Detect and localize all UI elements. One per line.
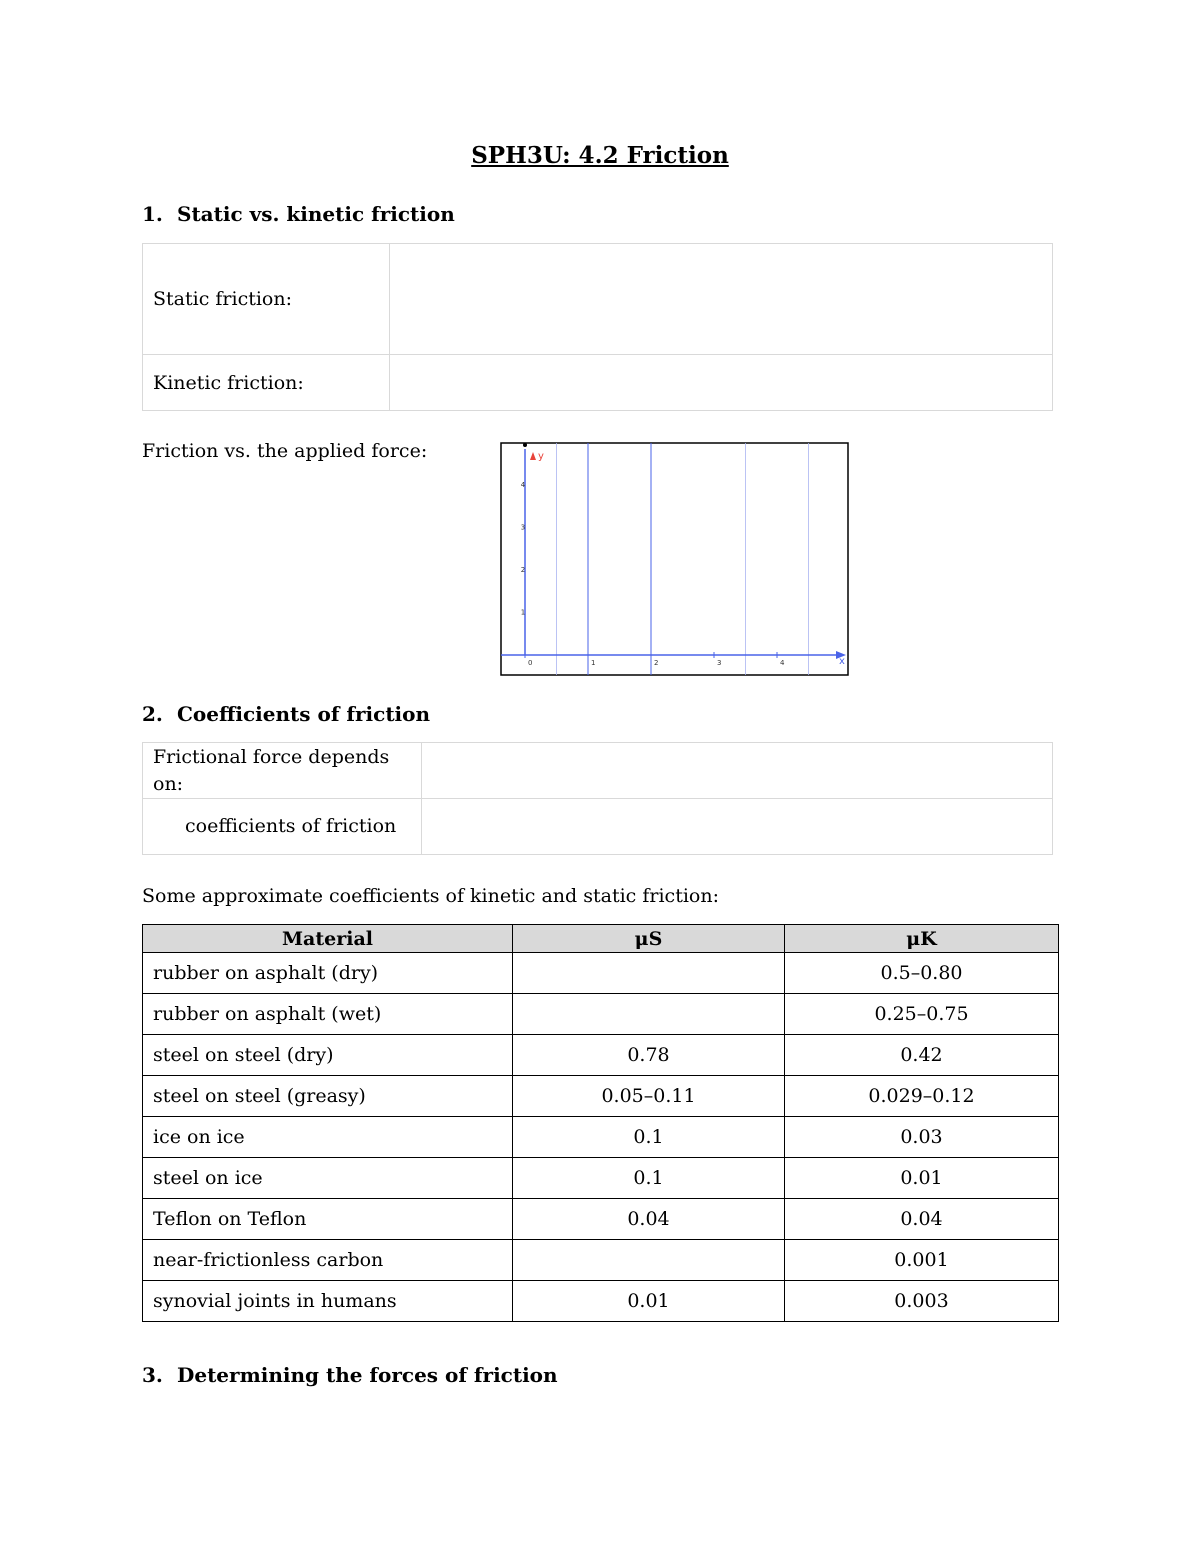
section-number: 3. (142, 1363, 163, 1387)
static-kinetic-table (142, 243, 1053, 411)
material-cell: ice on ice (143, 1117, 513, 1158)
mu-k-cell: 0.001 (785, 1240, 1059, 1281)
depends-on-answer[interactable] (422, 743, 1053, 799)
table-row (143, 953, 1059, 994)
mu-s-cell (513, 1240, 785, 1281)
coefficients-answer[interactable] (422, 799, 1053, 855)
x-tick-label: 2 (654, 659, 659, 667)
table-row (143, 743, 1053, 799)
friction-vs-applied-force-graph (500, 440, 850, 678)
mu-s-cell: 0.78 (513, 1035, 785, 1076)
y-tick-label: 4 (520, 481, 526, 489)
coefficients-label: coefficients of friction (143, 799, 422, 855)
material-cell: near-frictionless carbon (143, 1240, 513, 1281)
table-header-row (143, 925, 1059, 953)
kinetic-friction-answer[interactable] (390, 355, 1053, 411)
table-row (143, 799, 1053, 855)
material-cell: steel on steel (dry) (143, 1035, 513, 1076)
mu-s-cell: 0.05–0.11 (513, 1076, 785, 1117)
table-row (143, 1199, 1059, 1240)
y-tick-label: 2 (520, 566, 526, 574)
section-heading-3 (142, 1363, 558, 1387)
table-row (143, 1117, 1059, 1158)
section-number: 1. (142, 202, 163, 226)
coefficients-table-body (143, 953, 1059, 1322)
page-title: SPH3U: 4.2 Friction (471, 142, 729, 169)
coefficients-table (142, 924, 1059, 1322)
y-axis-label: y (538, 451, 544, 462)
mu-k-cell: 0.42 (785, 1035, 1059, 1076)
graph-frame (501, 443, 848, 675)
material-cell: Teflon on Teflon (143, 1199, 513, 1240)
x-tick-label: 3 (717, 659, 722, 667)
section-heading-1 (142, 202, 455, 226)
y-axis-label-arrow (530, 452, 536, 460)
table-row (143, 1281, 1059, 1322)
mu-k-cell: 0.003 (785, 1281, 1059, 1322)
table-row (143, 1240, 1059, 1281)
column-header-mu-s: μS (513, 925, 785, 953)
material-cell: steel on ice (143, 1158, 513, 1199)
table-row (143, 994, 1059, 1035)
mu-k-cell: 0.04 (785, 1199, 1059, 1240)
mu-k-cell: 0.01 (785, 1158, 1059, 1199)
section-heading-2 (142, 702, 430, 726)
x-tick-label: 4 (780, 659, 785, 667)
y-axis-top-marker (523, 443, 527, 447)
material-cell: rubber on asphalt (wet) (143, 994, 513, 1035)
mu-s-cell: 0.01 (513, 1281, 785, 1322)
x-tick-label: 0 (528, 659, 533, 667)
depends-on-table (142, 742, 1053, 855)
depends-on-label: Frictional force depends on: (143, 743, 422, 799)
static-friction-answer[interactable] (390, 244, 1053, 355)
y-tick-label: 1 (520, 608, 526, 617)
column-header-mu-k: μK (785, 925, 1059, 953)
table-row (143, 244, 1053, 355)
table-row (143, 1076, 1059, 1117)
column-header-material: Material (143, 925, 513, 953)
mu-s-cell: 0.1 (513, 1117, 785, 1158)
section-title: Static vs. kinetic friction (177, 202, 455, 226)
table-row (143, 355, 1053, 411)
mu-k-cell: 0.029–0.12 (785, 1076, 1059, 1117)
mu-k-cell: 0.5–0.80 (785, 953, 1059, 994)
kinetic-friction-label: Kinetic friction: (143, 355, 390, 411)
material-cell: synovial joints in humans (143, 1281, 513, 1322)
table-row (143, 1035, 1059, 1076)
y-tick-label: 3 (520, 523, 526, 532)
mu-s-cell (513, 953, 785, 994)
mu-k-cell: 0.25–0.75 (785, 994, 1059, 1035)
static-friction-label: Static friction: (143, 244, 390, 355)
mu-s-cell: 0.04 (513, 1199, 785, 1240)
table-row (143, 1158, 1059, 1199)
mu-k-cell: 0.03 (785, 1117, 1059, 1158)
section-number: 2. (142, 702, 163, 726)
x-axis-label: x (839, 656, 845, 667)
material-cell: steel on steel (greasy) (143, 1076, 513, 1117)
material-cell: rubber on asphalt (dry) (143, 953, 513, 994)
friction-graph-label: Friction vs. the applied force: (142, 440, 428, 462)
section-title: Determining the forces of friction (177, 1363, 558, 1387)
x-tick-label: 1 (591, 659, 596, 667)
mu-s-cell: 0.1 (513, 1158, 785, 1199)
section-title: Coefficients of friction (177, 702, 431, 726)
mu-s-cell (513, 994, 785, 1035)
coefficients-intro: Some approximate coefficients of kinetic and static friction: (142, 885, 719, 907)
